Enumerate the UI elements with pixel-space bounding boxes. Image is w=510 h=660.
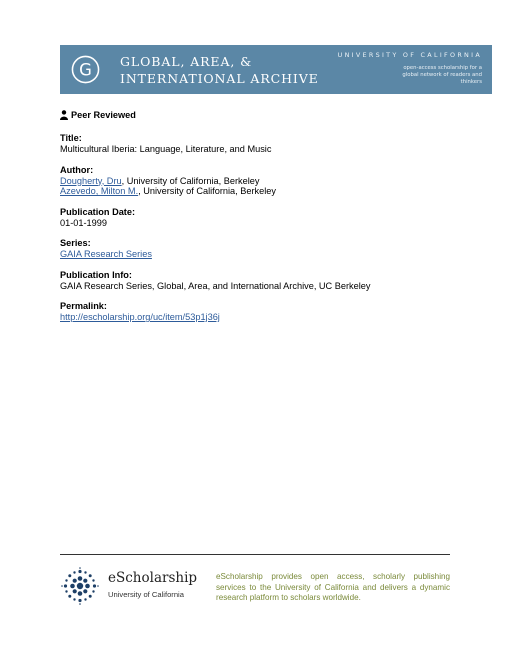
archive-banner <box>60 45 492 94</box>
author-affiliation: , University of California, Berkeley <box>121 175 260 186</box>
author-link[interactable]: Dougherty, Dru <box>60 175 122 186</box>
escholarship-logo-icon <box>60 566 100 606</box>
permalink-label: Permalink: <box>60 301 107 311</box>
peer-reviewed-badge <box>60 110 460 120</box>
escholarship-subtitle: University of California <box>108 590 184 599</box>
gaia-logo-icon <box>71 55 100 84</box>
footer-divider <box>60 554 450 555</box>
item-metadata <box>60 110 460 332</box>
peer-reviewed-label: Peer Reviewed <box>71 110 136 120</box>
person-icon <box>60 110 68 120</box>
logo-letter: G <box>79 60 92 80</box>
author-link[interactable]: Azevedo, Milton M. <box>60 186 139 196</box>
permalink-link[interactable]: http://escholarship.org/uc/item/53p1j36j <box>60 312 220 322</box>
author-label: Author: <box>60 164 94 175</box>
publication-info-value: GAIA Research Series, Global, Area, and International Archive, UC Berkeley <box>60 280 371 291</box>
publication-info-field <box>60 269 460 292</box>
author-affiliation: , University of California, Berkeley <box>138 186 277 196</box>
title-label: Title: <box>60 133 82 143</box>
title-value: Multicultural Iberia: Language, Literature, and Music <box>60 144 272 154</box>
permalink-field <box>60 300 460 323</box>
university-name: UNIVERSITY OF CALIFORNIA <box>337 51 482 59</box>
publication-date-label: Publication Date: <box>60 206 136 217</box>
author-row <box>60 186 460 197</box>
publication-date-field <box>60 206 460 229</box>
publication-date-value: 01-01-1999 <box>60 217 107 228</box>
series-field <box>60 237 460 260</box>
author-field <box>60 164 460 197</box>
escholarship-description: eScholarship provides open access, scholarly publishing services to the University of California and delivers a dynamic research platform to scholars worldwide. <box>216 572 450 602</box>
author-row <box>60 176 460 187</box>
publication-info-label: Publication Info: <box>60 269 132 280</box>
escholarship-brand: eScholarship <box>108 570 198 586</box>
title-field <box>60 132 460 155</box>
banner-title-line2: INTERNATIONAL ARCHIVE <box>120 71 319 86</box>
series-link[interactable]: GAIA Research Series <box>60 249 152 259</box>
banner-title <box>120 53 319 87</box>
banner-title-line1: GLOBAL, AREA, & <box>120 54 253 69</box>
series-label: Series: <box>60 238 91 248</box>
banner-tagline: open-access scholarship for a global network of readers and thinkers <box>402 65 482 85</box>
